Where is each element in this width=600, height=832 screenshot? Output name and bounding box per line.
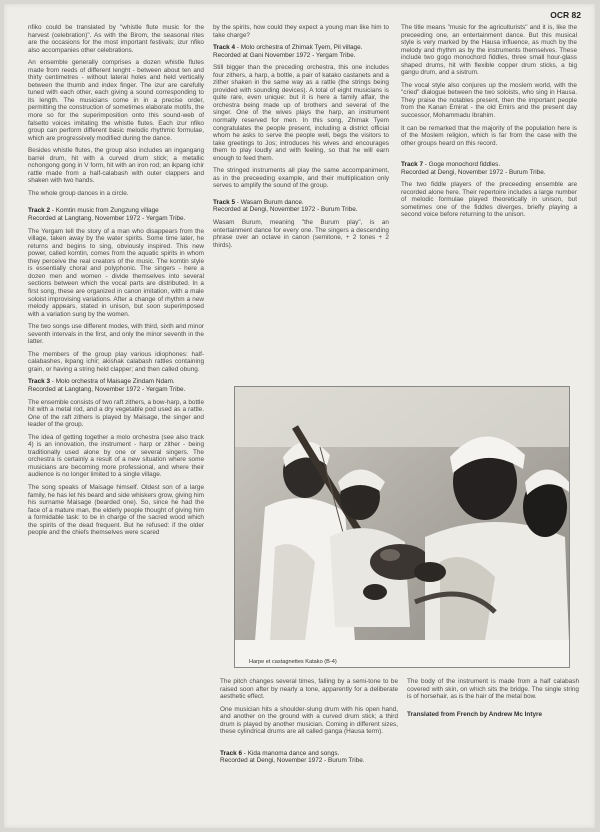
- track-3-heading: [28, 378, 204, 393]
- paragraph: The members of the group play various idiophones: half-calabashes, ikpang ichir; akishak calabash rattles containing grain, or having a string held clapper; and then called obung.: [28, 350, 204, 373]
- track-title: - Komtin music from Zungzung village: [50, 207, 159, 215]
- paragraph: The title means "music for the agriculturists" and it is, like the preceeding one, an entertainment dance. But this musical style is very marked by the Hausa influence, as much by the melody and rhythm as by the instruments themselves. These include two gogo monochord fiddles, three small hour-glass shaped drums, hit with flexible copper drum sticks, a big gangu drum, and a sistrum.: [401, 24, 577, 77]
- paragraph: Besides whistle flutes, the group also includes an ingangang barrel drum, hit with a curved drum stick; a metallic nchongong gong in V form, hit with an iron rod; an ikpang ichir rattle made from a half-calabash with outer clappers and shaken with two hands.: [28, 147, 204, 185]
- paragraph: The body of the instrument is made from a half calabash covered with skin, on which sits the bridge. The single string is of horsehair, as is the hair of the metal bow.: [407, 678, 579, 701]
- paragraph: The vocal style also conjures up the moslem world, with the "cried" dialogue between the two soloists, who sing in Hausa. They praise the notables present, then the important people from the Kanan Emirat - the old Emirs and the present day successor, Mohammadu Ibrahim.: [401, 81, 577, 120]
- track-recording: Recorded at Langtang, November 1972 - Yergam Tribe.: [28, 385, 186, 393]
- paragraph: The two fiddle players of the preceeding ensemble are recorded alone here. Their repertoire includes a large number of melodic formulae played theoretically in unison, but sometimes one of the fiddles diverges, briefly playing a second voice before returning to the unison.: [401, 181, 577, 219]
- track-label: Track 7: [401, 161, 424, 169]
- track-label: Track 6: [220, 749, 243, 757]
- track-title: - Kida manoma dance and songs.: [242, 749, 340, 757]
- liner-notes-page: [4, 4, 595, 828]
- track-title: - Molo orchestra of Maisage Zindam Ndam.: [50, 378, 175, 386]
- paragraph: The whole group dances in a circle.: [28, 189, 129, 197]
- track-recording: Recorded at Gani November 1972 - Yergam Tribe.: [213, 51, 356, 59]
- translation-credit: Translated from French by Andrew Mc Intyre: [407, 710, 543, 718]
- photo-caption-box: [234, 640, 570, 668]
- musicians-photo: [234, 386, 570, 642]
- track-4-heading: [213, 44, 389, 59]
- column-3-lower: [407, 678, 579, 725]
- track-label: Track 3: [28, 378, 51, 386]
- paragraph: The ensemble consists of two raft zithers, a bow-harp, a bottle hit with a metal rod, and a dry vegetable pod used as a rattle. One of the raft zithers is played by Maisage, the singer and leader of the group.: [28, 398, 204, 429]
- track-recording: Recorded at Dengi, November 1972 - Burum Tribe.: [401, 168, 546, 176]
- track-title: - Wasam Burum dance.: [235, 198, 304, 206]
- track-7-heading: [401, 161, 577, 176]
- paragraph: The two songs use different modes, with third, sixth and minor seventh intervals in the first, and only the minor seventh in the latter.: [28, 323, 204, 346]
- paragraph: nfiko could be translated by "whistle flute music for the harvest (celebration)". As with the Birom, the seasonal rites are the occasions for the most important festivals; izur nfiko also accompanies other celebrations.: [28, 24, 204, 54]
- column-2-lower: [220, 678, 398, 828]
- paragraph: by the spirits, how could they expect a young man like him to take charge?: [213, 24, 389, 39]
- paragraph: Still bigger than the preceding orchestra, this one includes four zithers, a harp, a bottle, a pair of katako castanets and a zither shaken in the same way as a rattle (the strings being provided with sounding devices). A total of eight musicians is quite rare, even unique: but it is here a family affair, the orchestra being made up of brothers and several of the singer. One of the wives plays the harp, an instrument normally reserved for men. In this song, Zhimak Tyem congratulates the people present, including a district official whom he asks to serve the people well, begs the visitors to take greetings to Jos; introduces his wives and encourages them to play loudly and with feeling, so that he will earn enough to feed them.: [213, 64, 389, 162]
- track-2-heading: [28, 207, 204, 222]
- paragraph: One musician hits a shoulder-slung drum with his open hand, and another on the ground with a curved drum stick; a third drum is played by another musician. Coming in different sizes, these cylindrical drums are all called ganga (Hausa term).: [220, 705, 398, 736]
- column-3: [401, 24, 577, 384]
- track-label: Track 5: [213, 198, 236, 206]
- paragraph: The Yergam tell the story of a man who disappears from the village, taken away by the water spirits. Some time later, he returns and begins to sing, obviously inspired. This new power, called komtin, comes from the aquatic spirits in whom they perceive the real creators of the music. The komtin style is essentially choral and polyphonic. The singers - here a dozen men and women - divide themselves into several sections between which the vocal parts are distributed. In a first song, these are organized in canon imitation, with a male soloist improvising variations. After a change of rhythm a new melody appears, stated in unison, but soon superimposed with a variation sung by the women.: [28, 227, 204, 318]
- track-5-heading: [213, 199, 389, 214]
- track-label: Track 2: [28, 207, 51, 215]
- paragraph: It can be remarked that the majority of the population here is of the Moslem religion, which is far from the case with the other groups heard on this record.: [401, 124, 577, 147]
- track-title: - Goge monochord fiddles.: [423, 161, 501, 169]
- track-recording: Recorded at Langtang, November 1972 - Yergam Tribe.: [28, 215, 186, 223]
- paragraph: The idea of getting together a molo orchestra (see also track 4) is an innovation, the instrument - harp or zither - being traditionally used alone by one or several singers. The orchestra is certainly a result of a new situation where some musicians are becoming more professional, and where their audience is no longer limited to a single village.: [28, 433, 204, 479]
- track-title: - Molo orchestra of Zhimak Tyem, Pil village.: [235, 44, 363, 52]
- paragraph: The stringed instruments all play the same accompaniment, as in the preceeding example, and their multiplication only serves to amplify the sound of the group.: [213, 167, 389, 190]
- track-6-heading: [220, 750, 398, 765]
- photo-caption: Harpe et castagnettes Katako (B-4): [249, 659, 337, 665]
- track-recording: Recorded at Dengi, November 1972 - Burum Tribe.: [220, 757, 365, 765]
- photo-illustration: [235, 387, 569, 641]
- column-1: [28, 24, 204, 824]
- paragraph: An ensemble generally comprises a dozen whistle flutes made from reeds of different lenght - between about ten and thirty centimetres - without lateral holes and held vertically between the thumb and index finger. The izur are carefully tuned with each other, each giving a sound corresponding to its length. The musicians come in in a precise order, permitting the construction of sometimes elaborate motifs, the more so for the superimposition onto this sound-web of falsetto voices imitating the whistle flutes. Each izur nfiko group can perform different basic melodic rhythmic formulae, which are progressively modified during the dance.: [28, 59, 204, 142]
- paragraph: Wasam Burum, meaning "the Burum play", is an entertainment dance for every one. The singers a descending phrase over an octave in canon (semitone, + 2 tones + 2 thirds).: [213, 219, 389, 249]
- track-recording: Recorded at Dengi, November 1972 - Burum Tribe.: [213, 206, 358, 214]
- column-2: [213, 24, 389, 334]
- paragraph: The song speaks of Maisage himself. Oldest son of a large family, he has let his beard and side whiskers grow, giving him his surname Maisage (bearded one). So, since he had the face of a mature man, the elderly people thought of giving him a formidable task: to be in charge of the sacred wood which the spirits of the dead frequent. But he refused: if the older people and the chiefs themselves were scared: [28, 483, 204, 537]
- paragraph: The pitch changes several times, falling by a semi-tone to be raised soon after by nearly a tone, apparently for a deliberate aesthetic effect.: [220, 678, 398, 701]
- track-label: Track 4: [213, 44, 236, 52]
- catalog-number: OCR 82: [550, 10, 581, 20]
